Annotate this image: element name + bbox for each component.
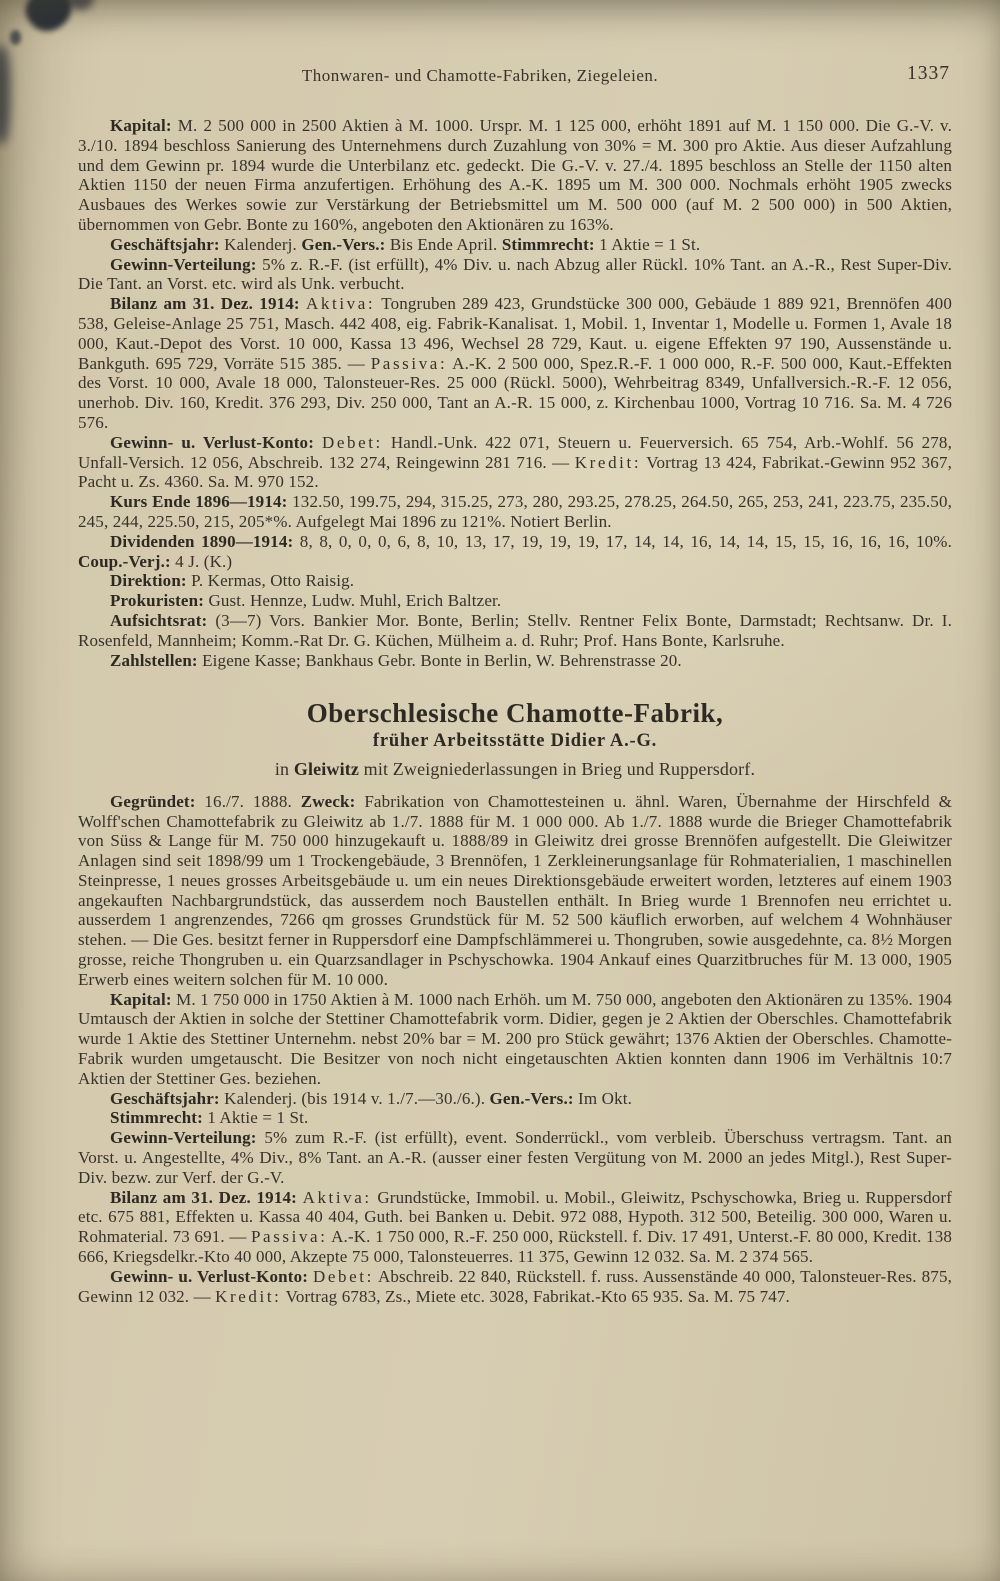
label-text: Gleiwitz [293,758,360,779]
spaced-label: Passiva: [251,1227,328,1247]
paragraph [78,1108,952,1128]
body-text [314,433,322,452]
body-text: M. 2 500 000 in 2500 Aktien à M. 1000. Urspr. M. 1 125 000, erhöht 1891 auf M. 1 150 000. Die G.-V. v. 3./10. 1894 beschloss Sanierung des Unternehmens durch Zuzahlung von 30% = M. 300 pro Aktie. Aus dieser Aufzahlung und dem Gewinn pr. 1894 wurde die Unterbilanz etc. gedeckt. Die G.-V. v. 27./4. 1895 beschloss an Stelle der 1150 alten Aktien 1150 der neuen Firma anzufertigen. Erhöhung des A.-K. 1895 um M. 300 000. Nochmals erhöht 1905 zwecks Ausbaues des Werkes sowie zur Verstärkung der Betriebsmittel um M. 500 000 (auf M. 2 500 000) in 500 Aktien, übernommen von Gebr. Bonte zu 160%, angeboten den Aktionären zu 163%. [78,116,952,234]
paragraph [78,1128,952,1187]
label-text: Gegründet: [110,791,196,811]
paragraph-list [78,116,952,670]
label-text: Kapital: [110,116,172,135]
body-text: Tongruben 289 423, Grundstücke 300 000, Gebäude 1 889 921, Brennöfen 400 538, Geleise-Anlage 25 751, Masch. 442 408, eig. Fabrik-Kanalisat. 1, Mobil. 1, Inventar 1, Modelle u. Formen 1, Avale 18 000, Kaut.-Depot des Vorst. 10 000, Kassa 13 496, Wechsel 28 729, Kaut. u. eigene Effekten 97 190, Aussenstände u. Bankguth. 695 729, Vorräte 515 385. — [78,294,952,373]
body-text: Vortrag 6783, Zs., Miete etc. 3028, Fabrikat.-Kto 65 935. Sa. M. 75 747. [281,1286,790,1306]
paragraph [78,1089,952,1109]
paragraph [78,1188,952,1267]
body-text: mit Zweigniederlassungen in Brieg und Ruppersdorf. [359,758,756,779]
body-text: 8, 8, 0, 0, 0, 6, 8, 10, 13, 17, 19, 19, 19, 17, 14, 14, 16, 14, 14, 15, 15, 16, 16, 16, 10%. [293,531,952,551]
label-text: Gewinn-Verteilung: [110,1128,257,1148]
label-text: Gewinn- u. Verlust-Konto: [110,1266,309,1286]
label-text: Gewinn-Verteilung: [110,254,257,274]
scan-artifact [10,30,21,45]
label-text: Bilanz am 31. Dez. 1914: [110,1187,297,1207]
paragraph [78,532,952,572]
label-text: Prokuristen: [110,591,205,611]
body-text: 1 Aktie = 1 St. [202,1108,309,1128]
paragraph [78,1267,952,1307]
paragraph [78,116,952,235]
spaced-label: Debet: [321,432,383,452]
body-text: Abschreib. 22 840, Rückstell. f. russ. Aussenstände 40 000, Talonsteuer-Res. 875, Gewinn 12 032. — [78,1266,952,1306]
paragraph [78,611,952,651]
label-text: Stimmrecht: [110,1108,203,1128]
entry-continued [78,116,952,670]
body-text: Gust. Hennze, Ludw. Muhl, Erich Baltzer. [204,591,502,611]
body-text: Grundstücke, Immobil. u. Mobil., Gleiwitz, Pschyschowka, Brieg u. Ruppersdorf etc. 675 881, Effekten u. Kassa 40 404, Guth. bei Banken u. Debit. 972 088, Hypoth. 312 500, Beteilig. 300 000, Waren u. Rohmaterial. 73 691. — [78,1187,953,1247]
label-text: Gewinn- u. Verlust-Konto: [110,432,315,452]
body-text: 4 J. (K.) [170,551,233,571]
label-text: Gen.-Vers.: [489,1088,574,1108]
label-text: Direktion: [110,571,187,591]
company-location [78,760,952,780]
paragraph [78,433,952,492]
text-block [78,116,952,1306]
company-name: Oberschlesische Chamotte-Fabrik, [306,698,724,729]
body-text: 16./7. 1888. [195,791,301,811]
label-text: Geschäftsjahr: [110,234,220,254]
body-text: 5% zum R.-F. (ist erfüllt), event. Sonderrückl., vom verbleib. Überschuss vertragsm. Tant. an Vorst. u. Angestellte, 4% Div., 8% Tant. an A.-R. (ausser einer festen Vergütung von M. 2000 an jedes Mitgl.), Rest Super-Div. bezw. zur Verf. der G.-V. [78,1128,952,1187]
label-text: Dividenden 1890—1914: [110,531,294,551]
body-text: A.-K. 2 500 000, Spez.R.-F. 1 000 000, R.-F. 500 000, Kaut.-Effekten des Vorst. 10 000, Avale 18 000, Talonsteuer-Res. 25 000 (Rückl. 5000), Wehrbeitrag 8349, Unfallversich.-R.-F. 12 056, unerhob. Div. 160, Kredit. 376 293, Div. 250 000, Tant an A.-R. 15 000, z. Kirchenbau 1000, Vortrag 10 716. Sa. M. 4 726 576. [78,353,952,432]
body-text: (3—7) Vors. Bankier Mor. Bonte, Berlin; Stellv. Rentner Felix Bonte, Darmstadt; Rechtsanw. Dr. I. Rosenfeld, Mannheim; Komm.-Rat Dr. G. Küchen, Mülheim a. d. Ruhr; Prof. Hans Bonte, Karlsruhe. [78,610,952,650]
body-text: 1 Aktie = 1 St. [594,234,701,254]
label-text: Kurs Ende 1896—1914: [110,492,288,512]
label-text: Zahlstellen: [110,650,198,670]
scan-artifact [0,46,10,144]
body-text: Bis Ende April. [385,234,502,254]
label-text: Bilanz am 31. Dez. 1914: [110,294,300,314]
label-text: Gen.-Vers.: [301,234,386,254]
body-text: A.-K. 1 750 000, R.-F. 250 000, Rückstell. f. Div. 17 491, Unterst.-F. 80 000, Kredit. 138 666, Kriegsdelkr.-Kto 40 000, Akzepte 75 000, Talonsteuerres. 11 375, Gewinn 12 032. Sa. M. 2 374 565. [78,1227,952,1267]
scan-artifact [63,0,98,14]
label-text: Zweck: [300,791,356,811]
company-subtitle: früher Arbeitsstätte Didier A.-G. [372,731,658,752]
body-text: 132.50, 199.75, 294, 315.25, 273, 280, 293.25, 278.25, 264.50, 265, 253, 241, 223.75, 235.50, 245, 244, 225.50, 215, 205*%. Aufgelegt Mai 1896 zu 121%. Notiert Berlin. [78,492,952,531]
body-text: P. Kermas, Otto Raisig. [186,571,355,591]
body-text: Kalenderj. [219,234,302,254]
spaced-label: Debet: [313,1266,374,1286]
body-text: Kalenderj. (bis 1914 v. 1./7.—30./6.). [219,1088,490,1108]
paragraph-list [78,792,952,1307]
body-text: Fabrikation von Chamottesteinen u. ähnl. Waren, Übernahme der Hirschfeld & Wolff'schen Chamottefabrik zu Gleiwitz ab 1./7. 1888 für M. 1 000 000. Ab 1./7. 1888 wurde die Brieger Chamottefabrik von Süss & Lange für M. 750 000 hinzugekauft u. 1888/89 in Gleiwitz drei grosse Brennöfen aufgestellt. Die Gleiwitzer Anlagen sind seit 1898/99 um 1 Trockengebäude, 3 Brennöfen, 1 Zerkleinerungsanlage für Rohmaterialien, 1 maschinellen Steinpresse, 1 neues grosses Arbeitsgebäude u. um ein neues Direktionsgebäude erweitert worden, letzteres auf einem 1903 angekauften Nachbargrundstück, das ausserdem noch Baustellen enthält. In Brieg wurde 1 Brennofen neu errichtet u. ausserdem 1 angrenzendes, 7266 qm grosses Grundstück für M. 52 500 käuflich erworben, auf welchem 4 Wohnhäuser stehen. — Die Ges. besitzt ferner in Ruppersdorf eine Dampfschlämmerei u. Thongruben, sowie ausgedehnte, ca. 8½ Morgen grosse, reiche Thongruben u. ein Quarzsandlager in Pschyschowka. 1904 Ankauf eines Quarzitbruches für M. 13 000, 1905 Erwerb eines weitern solchen für M. 10 000. [78,791,952,989]
body-text: Handl.-Unk. 422 071, Steuern u. Feuerversich. 65 754, Arb.-Wohlf. 56 278, Unfall-Versich. 12 056, Abschreib. 132 274, Reingewinn 281 716. — [78,432,952,472]
label-text: Stimmrecht: [501,234,595,254]
body-text: M. 1 750 000 in 1750 Aktien à M. 1000 nach Erhöh. um M. 750 000, angeboten den Aktionären zu 135%. 1904 Umtausch der Aktien in solche der Stettiner Chamottefabrik vorm. Didier, gegen je 2 Aktien der Oberschles. Chamottefabrik wurde 1 Aktie des Stettiner Unternehm. nebst 20% bar = M. 200 pro Stück gewährt; 1376 Aktien der Oberschles. Chamotte-Fabrik wurden umgetauscht. Die Besitzer von noch nicht eingetauschten Aktien konnten dann 1906 im Verhältnis 10:7 Aktien der Stettiner Ges. beziehen. [78,989,952,1088]
entry-oberschlesische-chamotte-fabrik [78,698,953,1306]
spaced-label: Aktiva: [306,294,376,314]
label-text: Geschäftsjahr: [110,1088,220,1108]
body-text: in [274,758,294,779]
label-text: Aufsichtsrat: [110,610,208,630]
running-head [78,63,952,90]
body-text: Im Okt. [573,1088,632,1108]
scan-artifact [18,0,80,40]
entry-heading [78,698,952,779]
spaced-label: Passiva: [370,353,448,373]
paragraph [78,235,952,255]
paragraph [78,492,952,532]
paragraph [78,792,952,990]
spaced-label: Kredit: [215,1286,282,1306]
paragraph [78,651,952,671]
page-number: 1337 [907,63,950,84]
paragraph [78,294,952,433]
paragraph [78,571,952,591]
paragraph [78,591,952,611]
paragraph [78,255,952,295]
paragraph [78,990,952,1089]
spaced-label: Kredit: [574,452,642,472]
label-text: Coup.-Verj.: [78,551,171,571]
body-text: Vortrag 13 424, Fabrikat.-Gewinn 952 367, Pacht u. Zs. 4360. Sa. M. 970 152. [78,452,952,492]
body-text: 5% z. R.-F. (ist erfüllt), 4% Div. u. nach Abzug aller Rückl. 10% Tant. an A.-R., Rest Super-Div. Die Tant. an Vorst. etc. wird als Unk. verbucht. [78,254,952,294]
spaced-label: Aktiva: [302,1187,372,1207]
running-title: Thonwaren- und Chamotte-Fabriken, Ziegeleien. [301,66,659,85]
label-text: Kapital: [110,989,172,1009]
body-text: Eigene Kasse; Bankhaus Gebr. Bonte in Berlin, W. Behrenstrasse 20. [197,650,682,670]
